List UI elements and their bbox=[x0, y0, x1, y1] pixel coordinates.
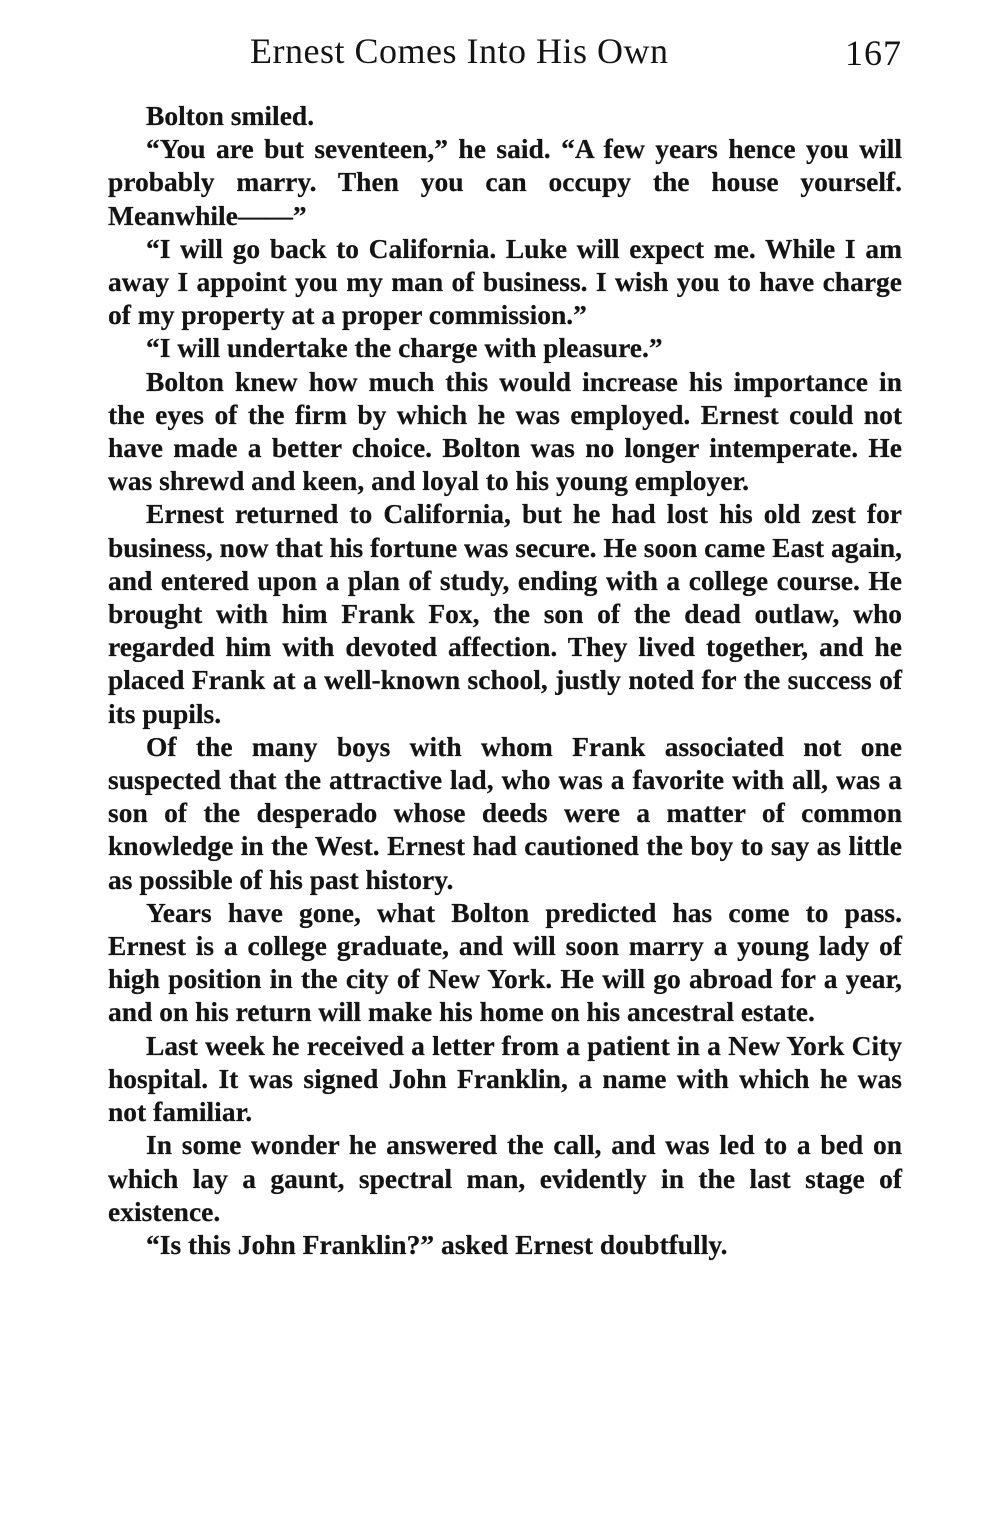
running-head bbox=[250, 30, 910, 90]
paragraph: “I will undertake the charge with pleasure.” bbox=[146, 332, 663, 364]
paragraph: Ernest returned to California, but he had lost his old zest for business, now that his fortune was secure. He soon came East again, and entered upon a plan of study, ending with a college course. He brought with him Frank Fox, the son of the dead outlaw, who regarded him with devoted affection. They lived together, and he placed Frank at a well-known school, justly noted for the success of its pupils. bbox=[108, 498, 902, 729]
paragraph: “You are but seventeen,” he said. “A few years hence you will probably marry. Then you can occupy the house yourself. Meanwhile——” bbox=[108, 133, 902, 231]
paragraph: In some wonder he answered the call, and was led to a bed on which lay a gaunt, spectral man, evidently in the last stage of existence. bbox=[108, 1129, 902, 1227]
paragraph: “I will go back to California. Luke will expect me. While I am away I appoint you my man of business. I wish you to have charge of my property at a proper commission.” bbox=[108, 232, 902, 331]
paragraph: Last week he received a letter from a patient in a New York City hospital. It was signed John Franklin, a name with which he was not familiar. bbox=[108, 1029, 902, 1128]
paragraph: “Is this John Franklin?” asked Ernest doubtfully. bbox=[146, 1228, 728, 1260]
paragraph: Bolton knew how much this would increase his importance in the eyes of the firm by which he was employed. Ernest could not have made a better choice. Bolton was no longer intemperate. He was shrewd and keen, and loyal to his young employer. bbox=[108, 365, 902, 497]
paragraph: Years have gone, what Bolton predicted has come to pass. Ernest is a college graduate, and will soon marry a young lady of high position in the city of New York. He will go abroad for a year, and on his return will make his home on his ancestral estate. bbox=[108, 896, 902, 1028]
running-title: Ernest Comes Into His Own bbox=[250, 31, 669, 71]
page-number: 167 bbox=[845, 33, 902, 73]
body-text bbox=[108, 99, 902, 1261]
paragraph: Bolton smiled. bbox=[146, 100, 315, 131]
paragraph: Of the many boys with whom Frank associated not one suspected that the attractive lad, who was a favorite with all, was a son of the desperado whose deeds were a matter of common knowledge in the West. Ernest had cautioned the boy to say as little as possible of his past history. bbox=[108, 730, 902, 895]
